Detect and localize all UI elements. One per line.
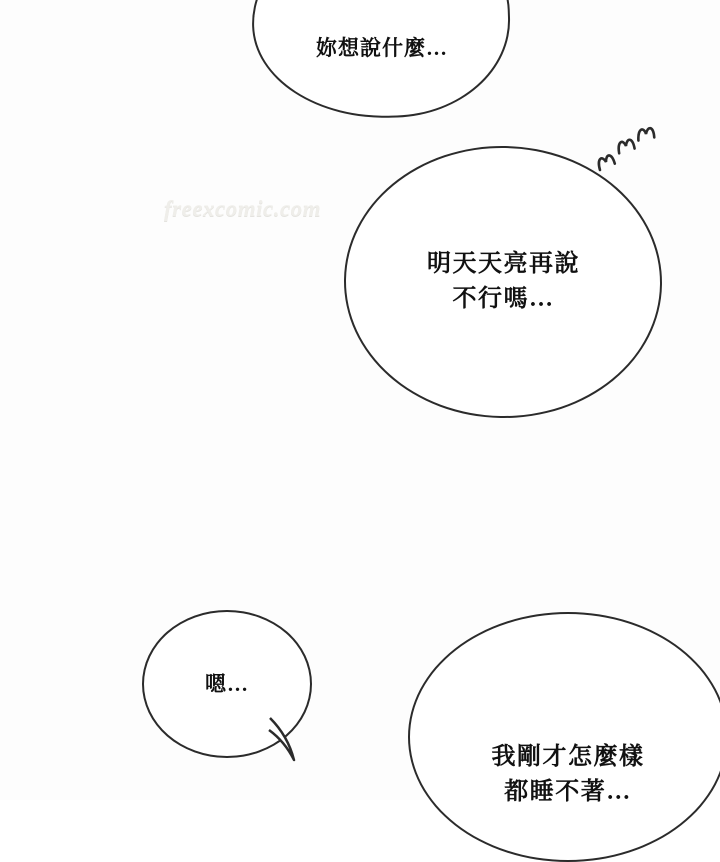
speech-bubble-bottom-text [492, 740, 645, 810]
speech-bubble-main-line1: 明天天亮再說 [426, 251, 580, 278]
speech-bubble-small [142, 610, 312, 758]
speech-bubble-small-text: 嗯… [205, 671, 249, 696]
speech-bubble-bottom [408, 612, 720, 862]
speech-bubble-top [249, 0, 514, 122]
emotion-marks-icon [592, 118, 658, 176]
speech-bubble-main-text [427, 247, 580, 317]
speech-bubble-main [342, 143, 665, 421]
speech-bubble-main-line2: 不行嗎… [452, 286, 554, 312]
speech-bubble-bottom-line2: 都睡不著… [504, 779, 632, 805]
speech-bubble-bottom-line1: 我剛才怎麼樣 [491, 744, 645, 771]
speech-bubble-top-text: 妳想說什麼… [315, 35, 448, 60]
watermark: freexcomic.com [164, 196, 322, 221]
